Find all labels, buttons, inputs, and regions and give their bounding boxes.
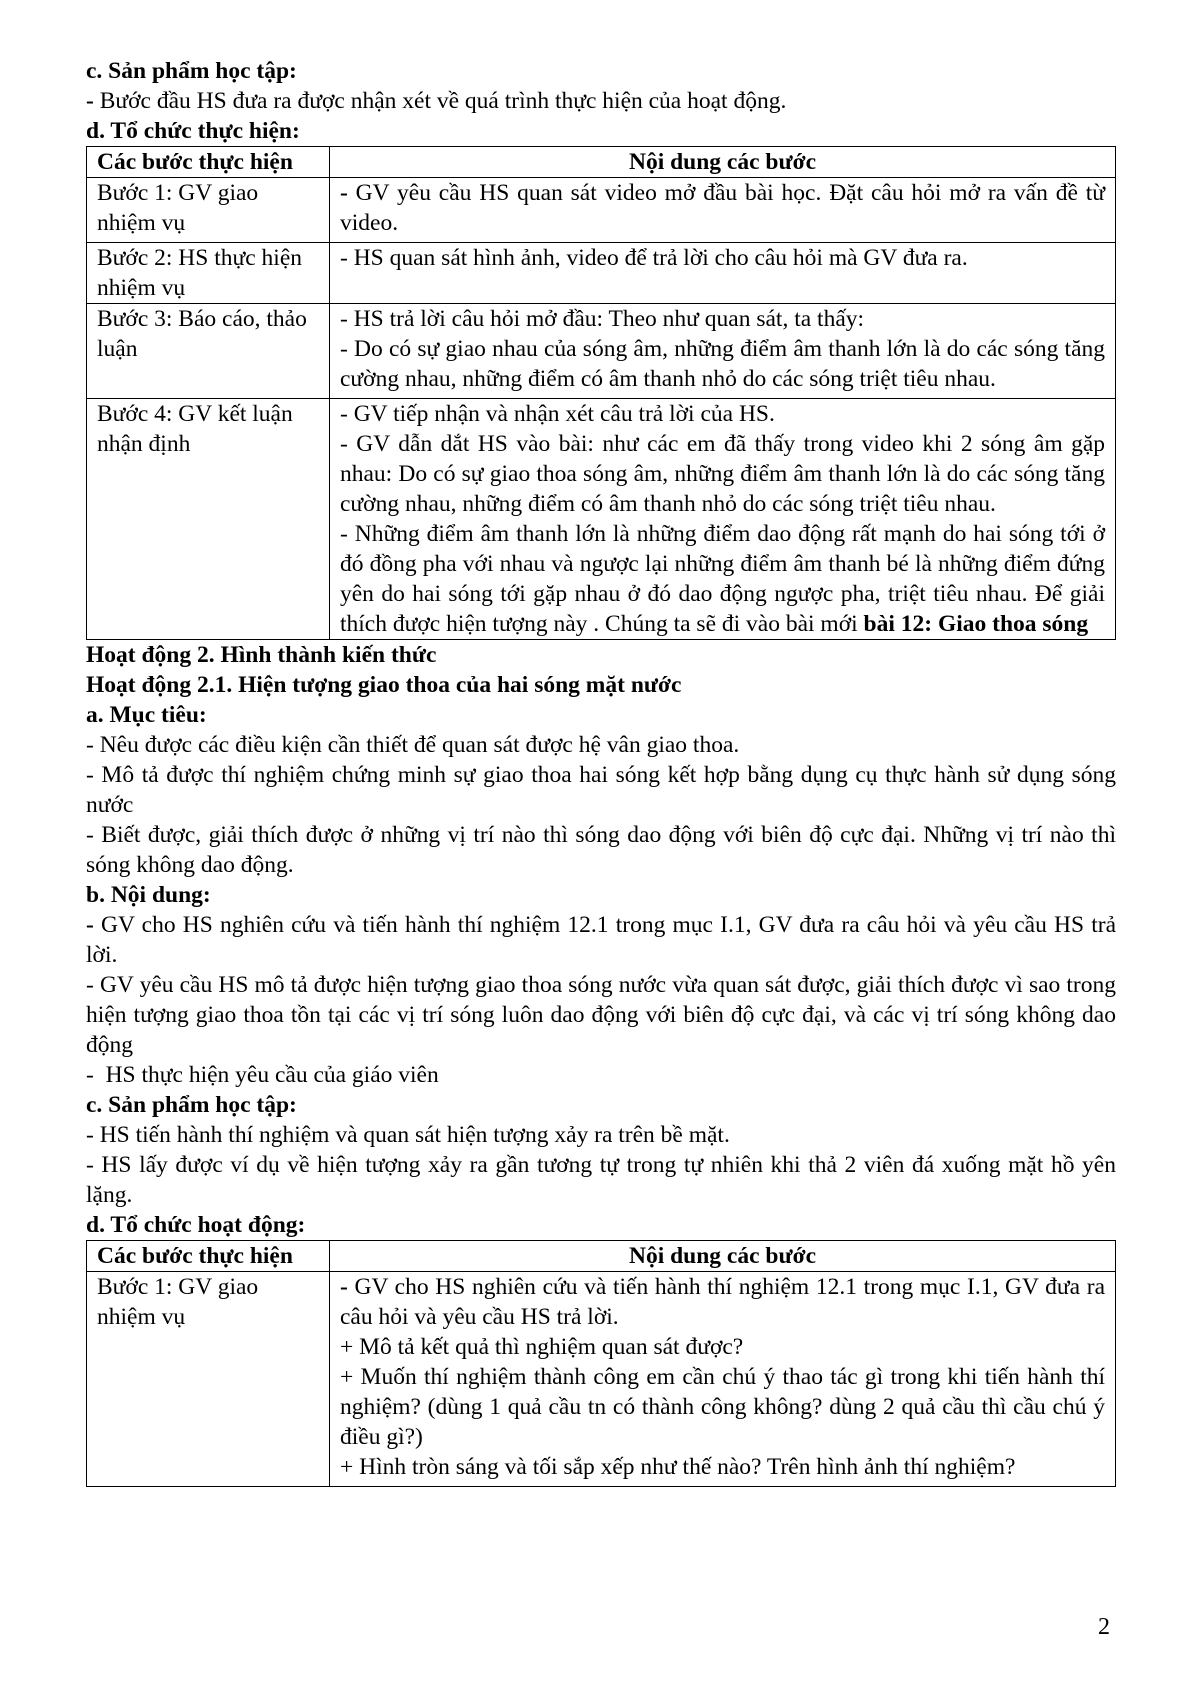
step-cell: Bước 3: Báo cáo, thảo luận (87, 304, 330, 399)
table-header-row (87, 147, 1116, 178)
product-line: - HS tiến hành thí nghiệm và quan sát hiện tượng xảy ra trên bề mặt. (86, 1122, 730, 1148)
steps-table-2 (86, 1240, 1116, 1487)
content-line: - GV yêu cầu HS mô tả được hiện tượng giao thoa sóng nước vừa quan sát được, giải thích được vì sao trong hiện tượng giao thoa tồn tại các vị trí sóng luôn dao động với biên độ cực đại, và các vị trí sóng không dao động (86, 972, 1116, 1058)
table-row (87, 243, 1116, 304)
products-line-1: - Bước đầu HS đưa ra được nhận xét về quá trình thực hiện của hoạt động. (86, 88, 787, 114)
goal-heading: a. Mục tiêu: (86, 702, 207, 728)
steps-table-1 (86, 146, 1116, 640)
content-cell: - GV yêu cầu HS quan sát video mở đầu bài học. Đặt câu hỏi mở ra vấn đề từ video. (330, 178, 1116, 243)
sub-activity-heading: Hoạt động 2.1. Hiện tượng giao thoa của hai sóng mặt nước (86, 672, 682, 698)
goal-line: - Mô tả được thí nghiệm chứng minh sự giao thoa hai sóng kết hợp bằng dụng cụ thực hành sử dụng sóng nước (86, 762, 1116, 818)
col-header-steps: Các bước thực hiện (87, 147, 330, 178)
product-line: - HS lấy được ví dụ về hiện tượng xảy ra gần tương tự trong tự nhiên khi thả 2 viên đá xuống mặt hồ yên lặng. (86, 1152, 1116, 1208)
products-heading-2: c. Sản phẩm học tập: (86, 1092, 297, 1118)
document-page (86, 56, 1116, 1487)
activity-heading: Hoạt động 2. Hình thành kiến thức (86, 642, 437, 668)
content-heading: b. Nội dung: (86, 882, 211, 908)
content-cell: - GV tiếp nhận và nhận xét câu trả lời của HS. - GV dẫn dắt HS vào bài: như các em đã thấy trong video khi 2 sóng âm gặp nhau: Do có sự giao thoa sóng âm, những điểm âm thanh lớn là do các sóng tăng cường nhau, những điểm có âm thanh nhỏ do các sóng triệt tiêu nhau. - Những điểm âm thanh lớn là những điểm dao động rất mạnh do hai sóng tới ở đó đồng pha với nhau và ngược lại những điểm âm thanh bé là những điểm đứng yên do hai sóng tới gặp nhau ở đó dao động ngược pha, triệt tiêu nhau. Để giải thích được hiện tượng này . Chúng ta sẽ đi vào bài mới bài 12: Giao thoa sóng (330, 399, 1116, 640)
content-cell: - GV cho HS nghiên cứu và tiến hành thí nghiệm 12.1 trong mục I.1, GV đưa ra câu hỏi và yêu cầu HS trả lời. + Mô tả kết quả thì nghiệm quan sát được? + Muốn thí nghiệm thành công em cần chú ý thao tác gì trong khi tiến hành thí nghiệm? (dùng 1 quả cầu tn có thành công không? dùng 2 quả cầu thì cầu chú ý điều gì?) + Hình tròn sáng và tối sắp xếp như thế nào? Trên hình ảnh thí nghiệm? (330, 1272, 1116, 1487)
step-cell: Bước 1: GV giao nhiệm vụ (87, 1272, 330, 1487)
table-header-row (87, 1241, 1116, 1272)
step-cell: Bước 4: GV kết luận nhận định (87, 399, 330, 640)
content-line: - HS thực hiện yêu cầu của giáo viên (86, 1062, 439, 1088)
table-row (87, 304, 1116, 399)
org-heading-1: d. Tổ chức thực hiện: (86, 118, 300, 144)
content-line: - GV cho HS nghiên cứu và tiến hành thí nghiệm 12.1 trong mục I.1, GV đưa ra câu hỏi và yêu cầu HS trả lời. (86, 912, 1117, 968)
goal-line: - Nêu được các điều kiện cần thiết để quan sát được hệ vân giao thoa. (86, 732, 740, 758)
step-cell: Bước 2: HS thực hiện nhiệm vụ (87, 243, 330, 304)
content-cell: - HS quan sát hình ảnh, video để trả lời cho câu hỏi mà GV đưa ra. (330, 243, 1116, 304)
table-row (87, 178, 1116, 243)
table-row (87, 1272, 1116, 1487)
col-header-content: Nội dung các bước (330, 1241, 1116, 1272)
products-heading-1: c. Sản phẩm học tập: (86, 58, 297, 84)
goal-line: - Biết được, giải thích được ở những vị trí nào thì sóng dao động với biên độ cực đại. Những vị trí nào thì sóng không dao động. (86, 822, 1116, 878)
org-heading-2: d. Tổ chức hoạt động: (86, 1212, 306, 1238)
table-row (87, 399, 1116, 640)
col-header-content: Nội dung các bước (330, 147, 1116, 178)
page-number: 2 (1098, 1614, 1110, 1640)
content-cell: - HS trả lời câu hỏi mở đầu: Theo như quan sát, ta thấy: - Do có sự giao nhau của sóng âm, những điểm âm thanh lớn là do các sóng tăng cường nhau, những điểm có âm thanh nhỏ do các sóng triệt tiêu nhau. (330, 304, 1116, 399)
step-cell: Bước 1: GV giao nhiệm vụ (87, 178, 330, 243)
col-header-steps: Các bước thực hiện (87, 1241, 330, 1272)
